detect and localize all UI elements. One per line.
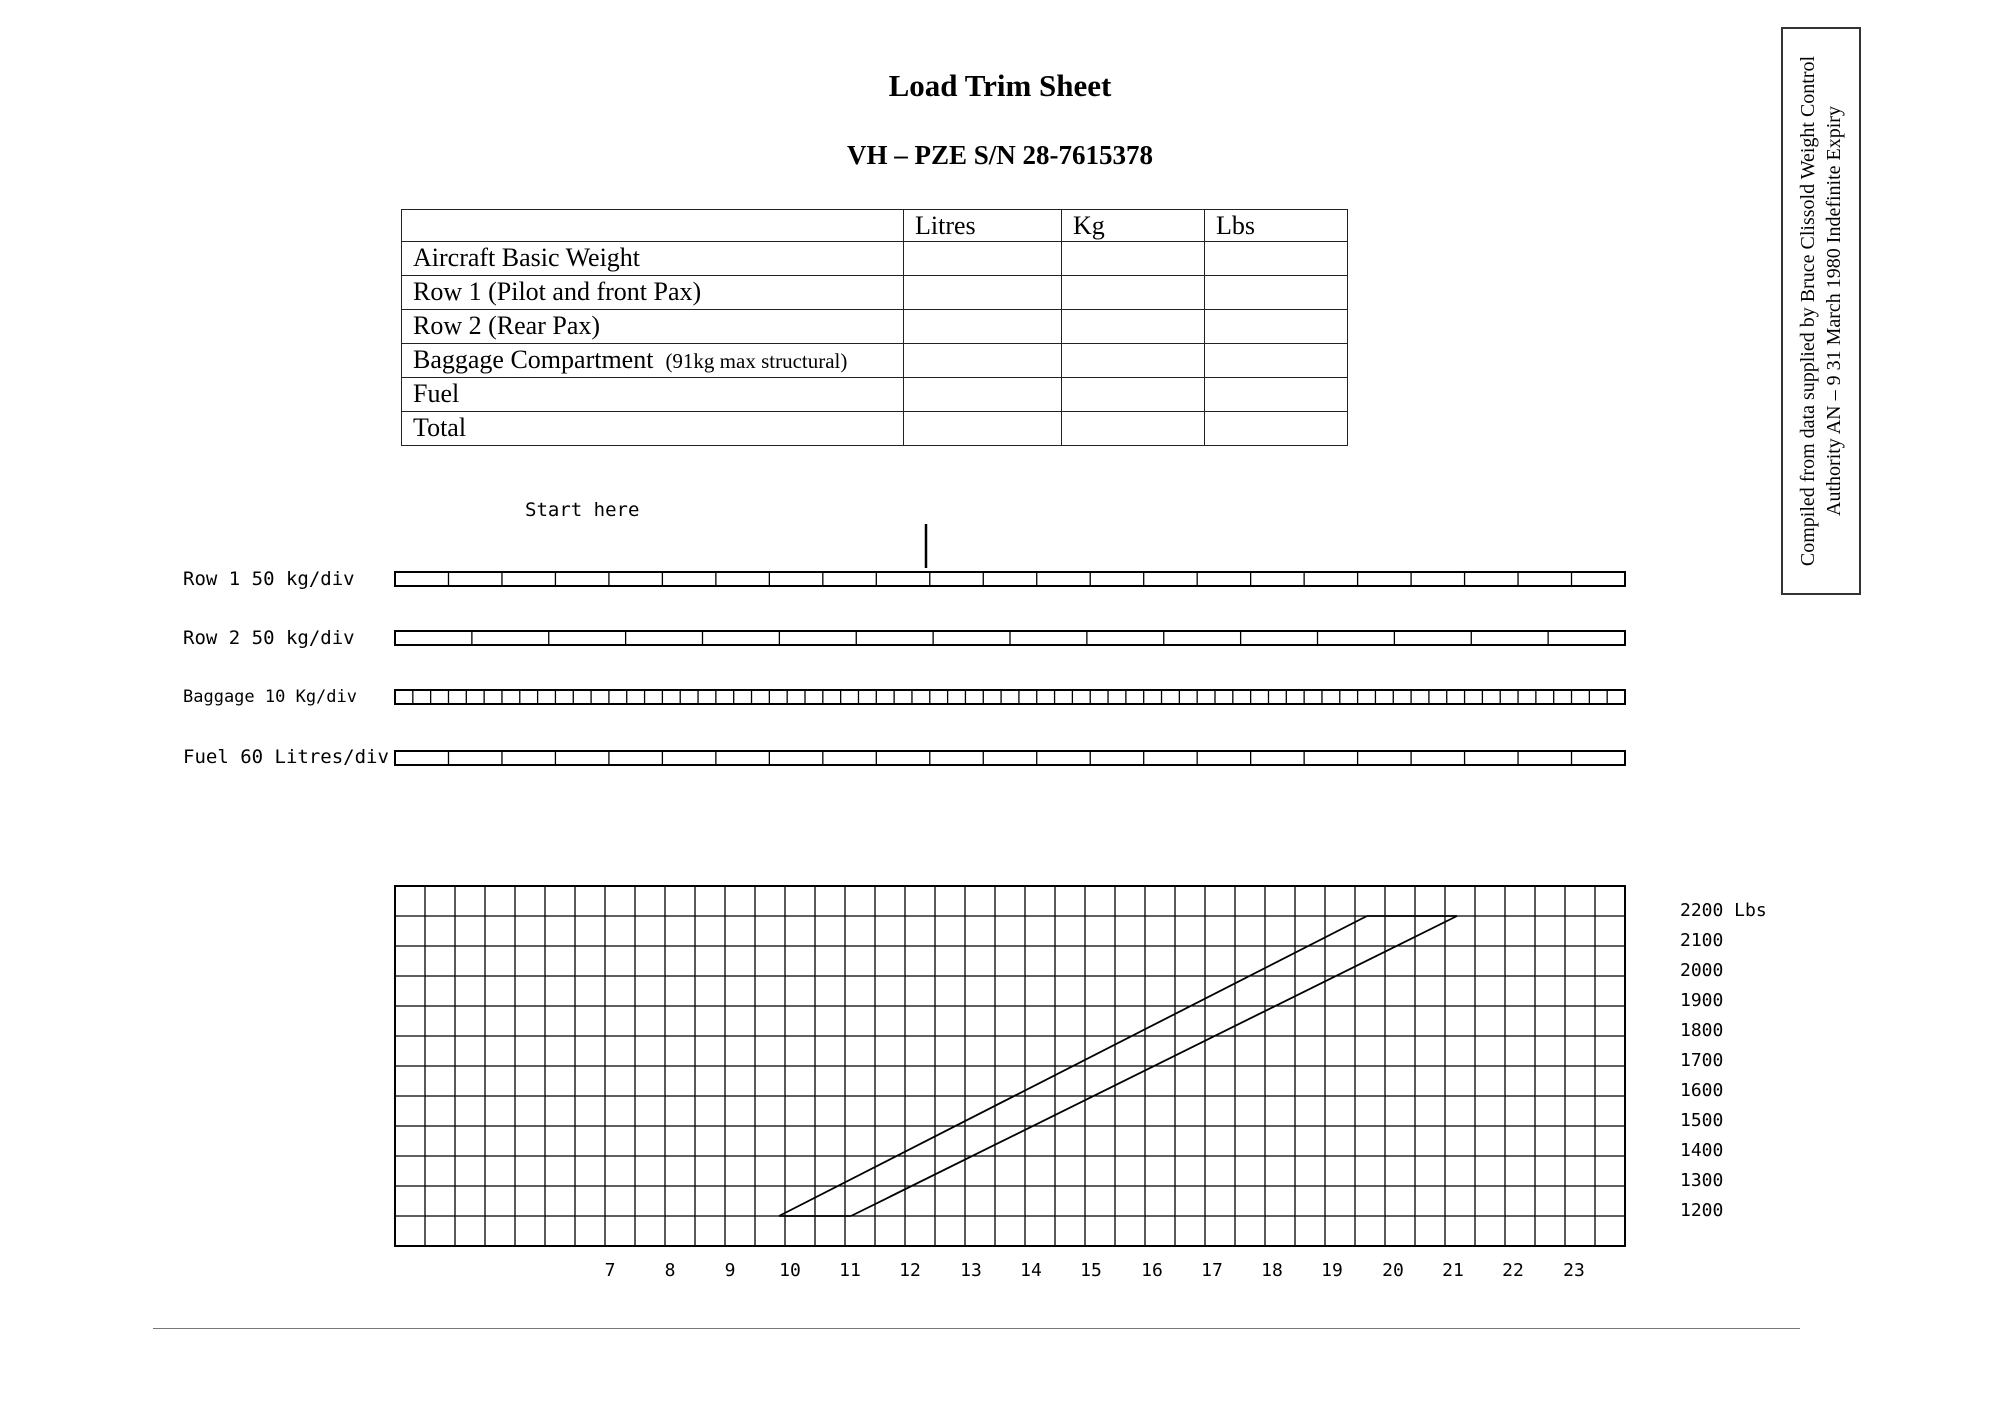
x-tick-label: 23	[1563, 1260, 1585, 1281]
x-tick-label: 17	[1201, 1260, 1223, 1281]
x-tick-label: 19	[1321, 1260, 1343, 1281]
y-tick-label: 2200 Lbs	[1680, 900, 1767, 921]
x-tick-label: 7	[604, 1260, 616, 1281]
x-tick-label: 8	[664, 1260, 676, 1281]
row-label-text: Total	[413, 413, 467, 442]
scale-label-baggage: Baggage 10 Kg/div	[183, 687, 357, 707]
row-label-text: Aircraft Basic Weight	[413, 243, 641, 272]
row-label-text: Baggage Compartment	[413, 345, 654, 374]
footer-rule	[153, 1328, 1800, 1329]
scale-label-row2: Row 2 50 kg/div	[183, 627, 355, 649]
x-tick-label: 9	[724, 1260, 736, 1281]
y-tick-label: 1200	[1680, 1200, 1724, 1221]
x-tick-label: 14	[1020, 1260, 1042, 1281]
y-tick-label: 1700	[1680, 1050, 1724, 1071]
x-tick-label: 16	[1141, 1260, 1163, 1281]
y-tick-label: 2100	[1680, 930, 1724, 951]
x-tick-label: 12	[899, 1260, 921, 1281]
x-tick-label: 20	[1382, 1260, 1404, 1281]
y-tick-label: 2000	[1680, 960, 1724, 981]
x-tick-label: 22	[1502, 1260, 1524, 1281]
y-tick-label: 1600	[1680, 1080, 1724, 1101]
y-tick-label: 1800	[1680, 1020, 1724, 1041]
header-cell-litres: Litres	[904, 210, 1062, 242]
page-title: Load Trim Sheet	[888, 68, 1112, 103]
authority-note-line1: Compiled from data supplied by Bruce Clissold Weight Control	[1797, 55, 1819, 567]
aircraft-registration: VH – PZE S/N 28-7615378	[846, 140, 1154, 170]
x-tick-label: 21	[1442, 1260, 1464, 1281]
x-tick-label: 13	[960, 1260, 982, 1281]
row-note: (91kg max structural)	[665, 349, 848, 373]
header-cell-lbs: Lbs	[1205, 210, 1348, 242]
scale-label-fuel: Fuel 60 Litres/div	[183, 746, 389, 768]
header-cell-kg: Kg	[1062, 210, 1205, 242]
row-label-text: Row 1 (Pilot and front Pax)	[413, 277, 702, 306]
x-tick-label: 11	[839, 1260, 861, 1281]
row-label-text: Fuel	[413, 379, 460, 408]
y-tick-label: 1900	[1680, 990, 1724, 1011]
x-tick-label: 15	[1080, 1260, 1102, 1281]
scale-label-row1: Row 1 50 kg/div	[183, 568, 355, 590]
y-tick-label: 1300	[1680, 1170, 1724, 1191]
row-label-text: Row 2 (Rear Pax)	[413, 311, 601, 340]
y-tick-label: 1500	[1680, 1110, 1724, 1131]
y-tick-label: 1400	[1680, 1140, 1724, 1161]
x-tick-label: 10	[779, 1260, 801, 1281]
authority-note-line2: Authority AN – 9 31 March 1980 Indefinite Expiry	[1823, 106, 1845, 516]
x-tick-label: 18	[1261, 1260, 1283, 1281]
start-here-label: Start here	[525, 499, 640, 521]
